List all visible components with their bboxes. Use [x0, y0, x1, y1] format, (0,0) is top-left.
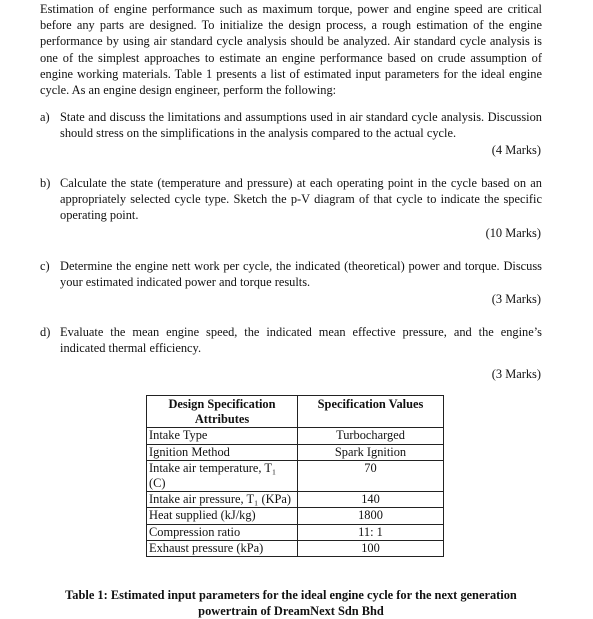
table-row — [147, 460, 444, 491]
attribute-cell: Intake Type — [147, 428, 298, 444]
question-c-text: Determine the engine nett work per cycle, the indicated (theoretical) power and torque. Discuss your estimated indicated power and torque results. — [60, 259, 542, 290]
attribute-cell: Intake air pressure, T₁ (KPa) — [147, 492, 298, 508]
table-row — [147, 444, 444, 460]
value-cell: 140 — [298, 492, 444, 508]
question-b — [40, 175, 542, 224]
question-b-letter: b) — [40, 176, 51, 190]
attribute-cell: Intake air temperature, T₁ (C) — [147, 460, 298, 491]
question-a-text: State and discuss the limitations and assumptions used in air standard cycle analysis. Discussion should stress on the simplifications in the analysis compared to the actual cycle. — [60, 110, 542, 141]
intro-paragraph: Estimation of engine performance such as maximum torque, power and engine speed are critical before any parts are designed. To initialize the design process, a rough estimation of the engine performance by using air standard cycle analysis should be analyzed. Air standard cycle analysis is one of the simplest approaches to estimate an engine performance based on crude assumption of engine working materials. Table 1 presents a list of estimated input parameters for the ideal engine cycle. As an engine design engineer, perform the following: — [40, 2, 542, 98]
question-c-letter: c) — [40, 259, 50, 273]
question-a — [40, 109, 542, 141]
question-a-letter: a) — [40, 110, 50, 124]
question-d-text: Evaluate the mean engine speed, the indicated mean effective pressure, and the engine’s indicated thermal efficiency. — [60, 325, 542, 356]
table-header-row — [147, 396, 444, 428]
question-b-marks: (10 Marks) — [485, 226, 541, 240]
table-row — [147, 508, 444, 524]
value-cell: 1800 — [298, 508, 444, 524]
question-d-marks: (3 Marks) — [491, 367, 541, 381]
header-values: Specification Values — [298, 396, 444, 428]
question-c — [40, 258, 542, 290]
table-row — [147, 428, 444, 444]
attribute-cell: Exhaust pressure (kPa) — [147, 540, 298, 556]
table-row — [147, 492, 444, 508]
value-cell: 11: 1 — [298, 524, 444, 540]
value-cell: 100 — [298, 540, 444, 556]
attribute-cell: Heat supplied (kJ/kg) — [147, 508, 298, 524]
table-row — [147, 540, 444, 556]
header-attributes: Design Specification Attributes — [147, 396, 298, 428]
question-d-letter: d) — [40, 325, 51, 339]
attribute-cell: Compression ratio — [147, 524, 298, 540]
table-caption: Table 1: Estimated input parameters for the ideal engine cycle for the next generation powertrain of DreamNext Sdn Bhd — [65, 588, 517, 619]
question-c-marks: (3 Marks) — [491, 292, 541, 306]
value-cell: 70 — [298, 460, 444, 491]
question-d — [40, 324, 542, 356]
spec-table — [146, 395, 444, 557]
attribute-cell: Ignition Method — [147, 444, 298, 460]
value-cell: Spark Ignition — [298, 444, 444, 460]
value-cell: Turbocharged — [298, 428, 444, 444]
table-row — [147, 524, 444, 540]
question-a-marks: (4 Marks) — [491, 143, 541, 157]
question-b-text: Calculate the state (temperature and pressure) at each operating point in the cycle based on an appropriately selected cycle type. Sketch the p-V diagram of that cycle to indicate the specific operating point. — [60, 176, 542, 223]
